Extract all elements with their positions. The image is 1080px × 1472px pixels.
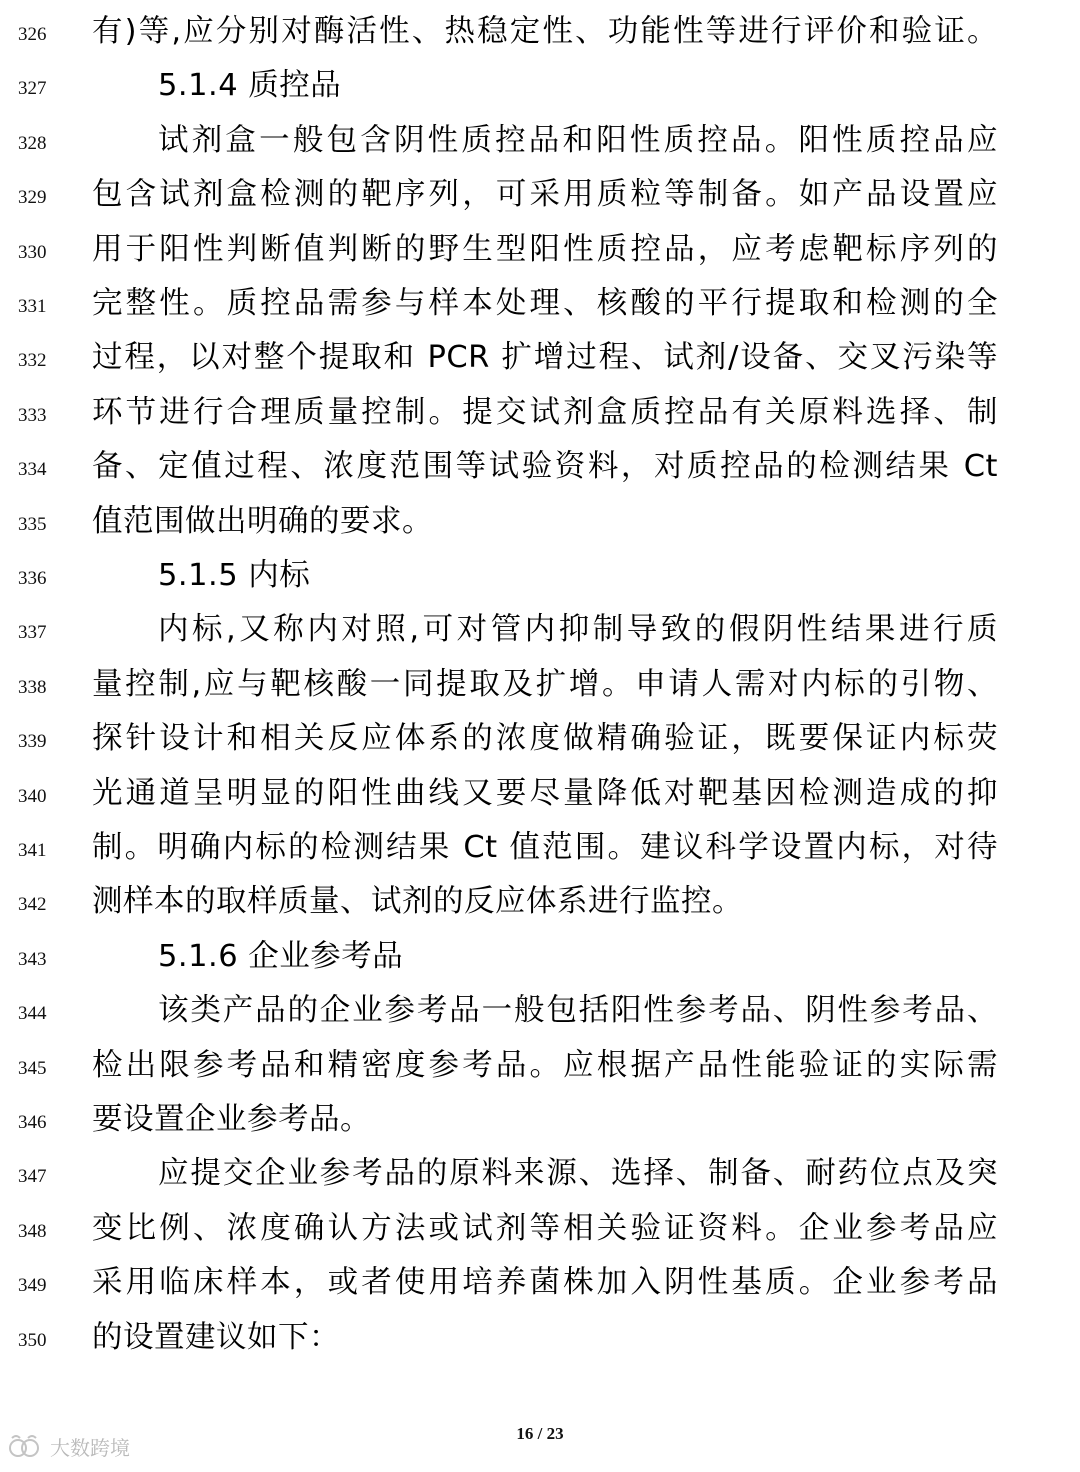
line-text: 测样本的取样质量、试剂的反应体系进行监控。 xyxy=(92,884,743,920)
line-number: 339 xyxy=(18,731,47,753)
bee-logo-icon xyxy=(6,1434,46,1460)
text-line xyxy=(0,772,1080,826)
line-text: 变比例、浓度确认方法或试剂等相关验证资料。企业参考品应 xyxy=(92,1210,998,1246)
line-text: 该类产品的企业参考品一般包括阳性参考品、阴性参考品、 xyxy=(158,993,998,1029)
text-line xyxy=(0,826,1080,880)
text-line xyxy=(0,717,1080,771)
line-text: 5.1.4 质控品 xyxy=(158,68,342,104)
text-line xyxy=(0,989,1080,1043)
line-text: 检出限参考品和精密度参考品。应根据产品性能验证的实际需 xyxy=(92,1047,998,1083)
line-text: 完整性。质控品需参与样本处理、核酸的平行提取和检测的全 xyxy=(92,286,998,321)
watermark xyxy=(6,1432,130,1461)
text-line xyxy=(0,1207,1080,1261)
text-line xyxy=(0,1098,1080,1152)
line-text: 备、定值过程、浓度范围等试验资料，对质控品的检测结果 Ct xyxy=(92,449,998,485)
line-number: 334 xyxy=(18,459,47,481)
line-text: 的设置建议如下： xyxy=(92,1319,340,1355)
line-text: 5.1.5 内标 xyxy=(158,558,311,593)
line-text: 试剂盒一般包含阴性质控品和阳性质控品。阳性质控品应 xyxy=(158,122,998,158)
line-number: 343 xyxy=(18,948,47,970)
line-text: 应提交企业参考品的原料来源、选择、制备、耐药位点及突 xyxy=(158,1156,998,1192)
line-number: 338 xyxy=(18,676,47,698)
text-line xyxy=(0,880,1080,934)
line-number: 344 xyxy=(18,1003,47,1025)
line-number: 327 xyxy=(18,78,47,100)
text-line xyxy=(0,935,1080,989)
text-line xyxy=(0,554,1080,608)
text-line xyxy=(0,119,1080,173)
text-line xyxy=(0,10,1080,64)
text-line xyxy=(0,663,1080,717)
line-number: 340 xyxy=(18,785,47,807)
page-number: 16 / 23 xyxy=(516,1424,564,1443)
line-text: 过程，以对整个提取和 PCR 扩增过程、试剂/设备、交叉污染等 xyxy=(92,340,998,376)
line-number: 347 xyxy=(18,1166,47,1188)
text-line xyxy=(0,445,1080,499)
line-number: 331 xyxy=(18,296,47,317)
line-number: 350 xyxy=(18,1329,47,1351)
line-text: 光通道呈明显的阳性曲线又要尽量降低对靶基因检测造成的抑 xyxy=(92,775,998,811)
line-number: 341 xyxy=(18,840,47,861)
line-text: 环节进行合理质量控制。提交试剂盒质控品有关原料选择、制 xyxy=(92,394,998,430)
text-line xyxy=(0,1152,1080,1206)
line-number: 342 xyxy=(18,894,47,916)
line-text: 要设置企业参考品。 xyxy=(92,1102,371,1137)
text-line xyxy=(0,1044,1080,1098)
text-line xyxy=(0,64,1080,118)
line-number: 329 xyxy=(18,187,47,209)
text-line xyxy=(0,608,1080,662)
line-number: 336 xyxy=(18,568,47,589)
line-text: 用于阳性判断值判断的野生型阳性质控品，应考虑靶标序列的 xyxy=(92,231,998,267)
line-number: 333 xyxy=(18,404,47,426)
text-line xyxy=(0,1261,1080,1315)
line-number: 349 xyxy=(18,1275,47,1297)
line-text: 有)等,应分别对酶活性、热稳定性、功能性等进行评价和验证。 xyxy=(92,14,998,49)
line-text: 5.1.6 企业参考品 xyxy=(158,938,404,974)
line-number: 332 xyxy=(18,350,47,372)
text-line xyxy=(0,1316,1080,1370)
line-text: 值范围做出明确的要求。 xyxy=(92,503,433,539)
line-number: 326 xyxy=(18,24,47,45)
line-number: 328 xyxy=(18,132,47,154)
line-text: 采用临床样本，或者使用培养菌株加入阴性基质。企业参考品 xyxy=(92,1265,998,1301)
watermark-text: 大数跨境 xyxy=(50,1436,130,1460)
line-number: 346 xyxy=(18,1112,47,1133)
text-line xyxy=(0,500,1080,554)
text-line xyxy=(0,336,1080,390)
line-text: 内标,又称内对照,可对管内抑制导致的假阴性结果进行质 xyxy=(158,612,998,648)
line-number: 330 xyxy=(18,241,47,263)
line-text: 包含试剂盒检测的靶序列，可采用质粒等制备。如产品设置应 xyxy=(92,177,998,213)
line-number: 337 xyxy=(18,622,47,644)
line-number: 348 xyxy=(18,1220,47,1242)
text-line xyxy=(0,173,1080,227)
text-line xyxy=(0,282,1080,336)
line-number: 345 xyxy=(18,1057,47,1079)
text-line xyxy=(0,228,1080,282)
text-line xyxy=(0,391,1080,445)
line-text: 制。明确内标的检测结果 Ct 值范围。建议科学设置内标，对待 xyxy=(92,830,998,865)
line-text: 量控制,应与靶核酸一同提取及扩增。申请人需对内标的引物、 xyxy=(92,666,998,702)
line-text: 探针设计和相关反应体系的浓度做精确验证，既要保证内标荧 xyxy=(92,721,998,757)
line-number: 335 xyxy=(18,513,47,535)
